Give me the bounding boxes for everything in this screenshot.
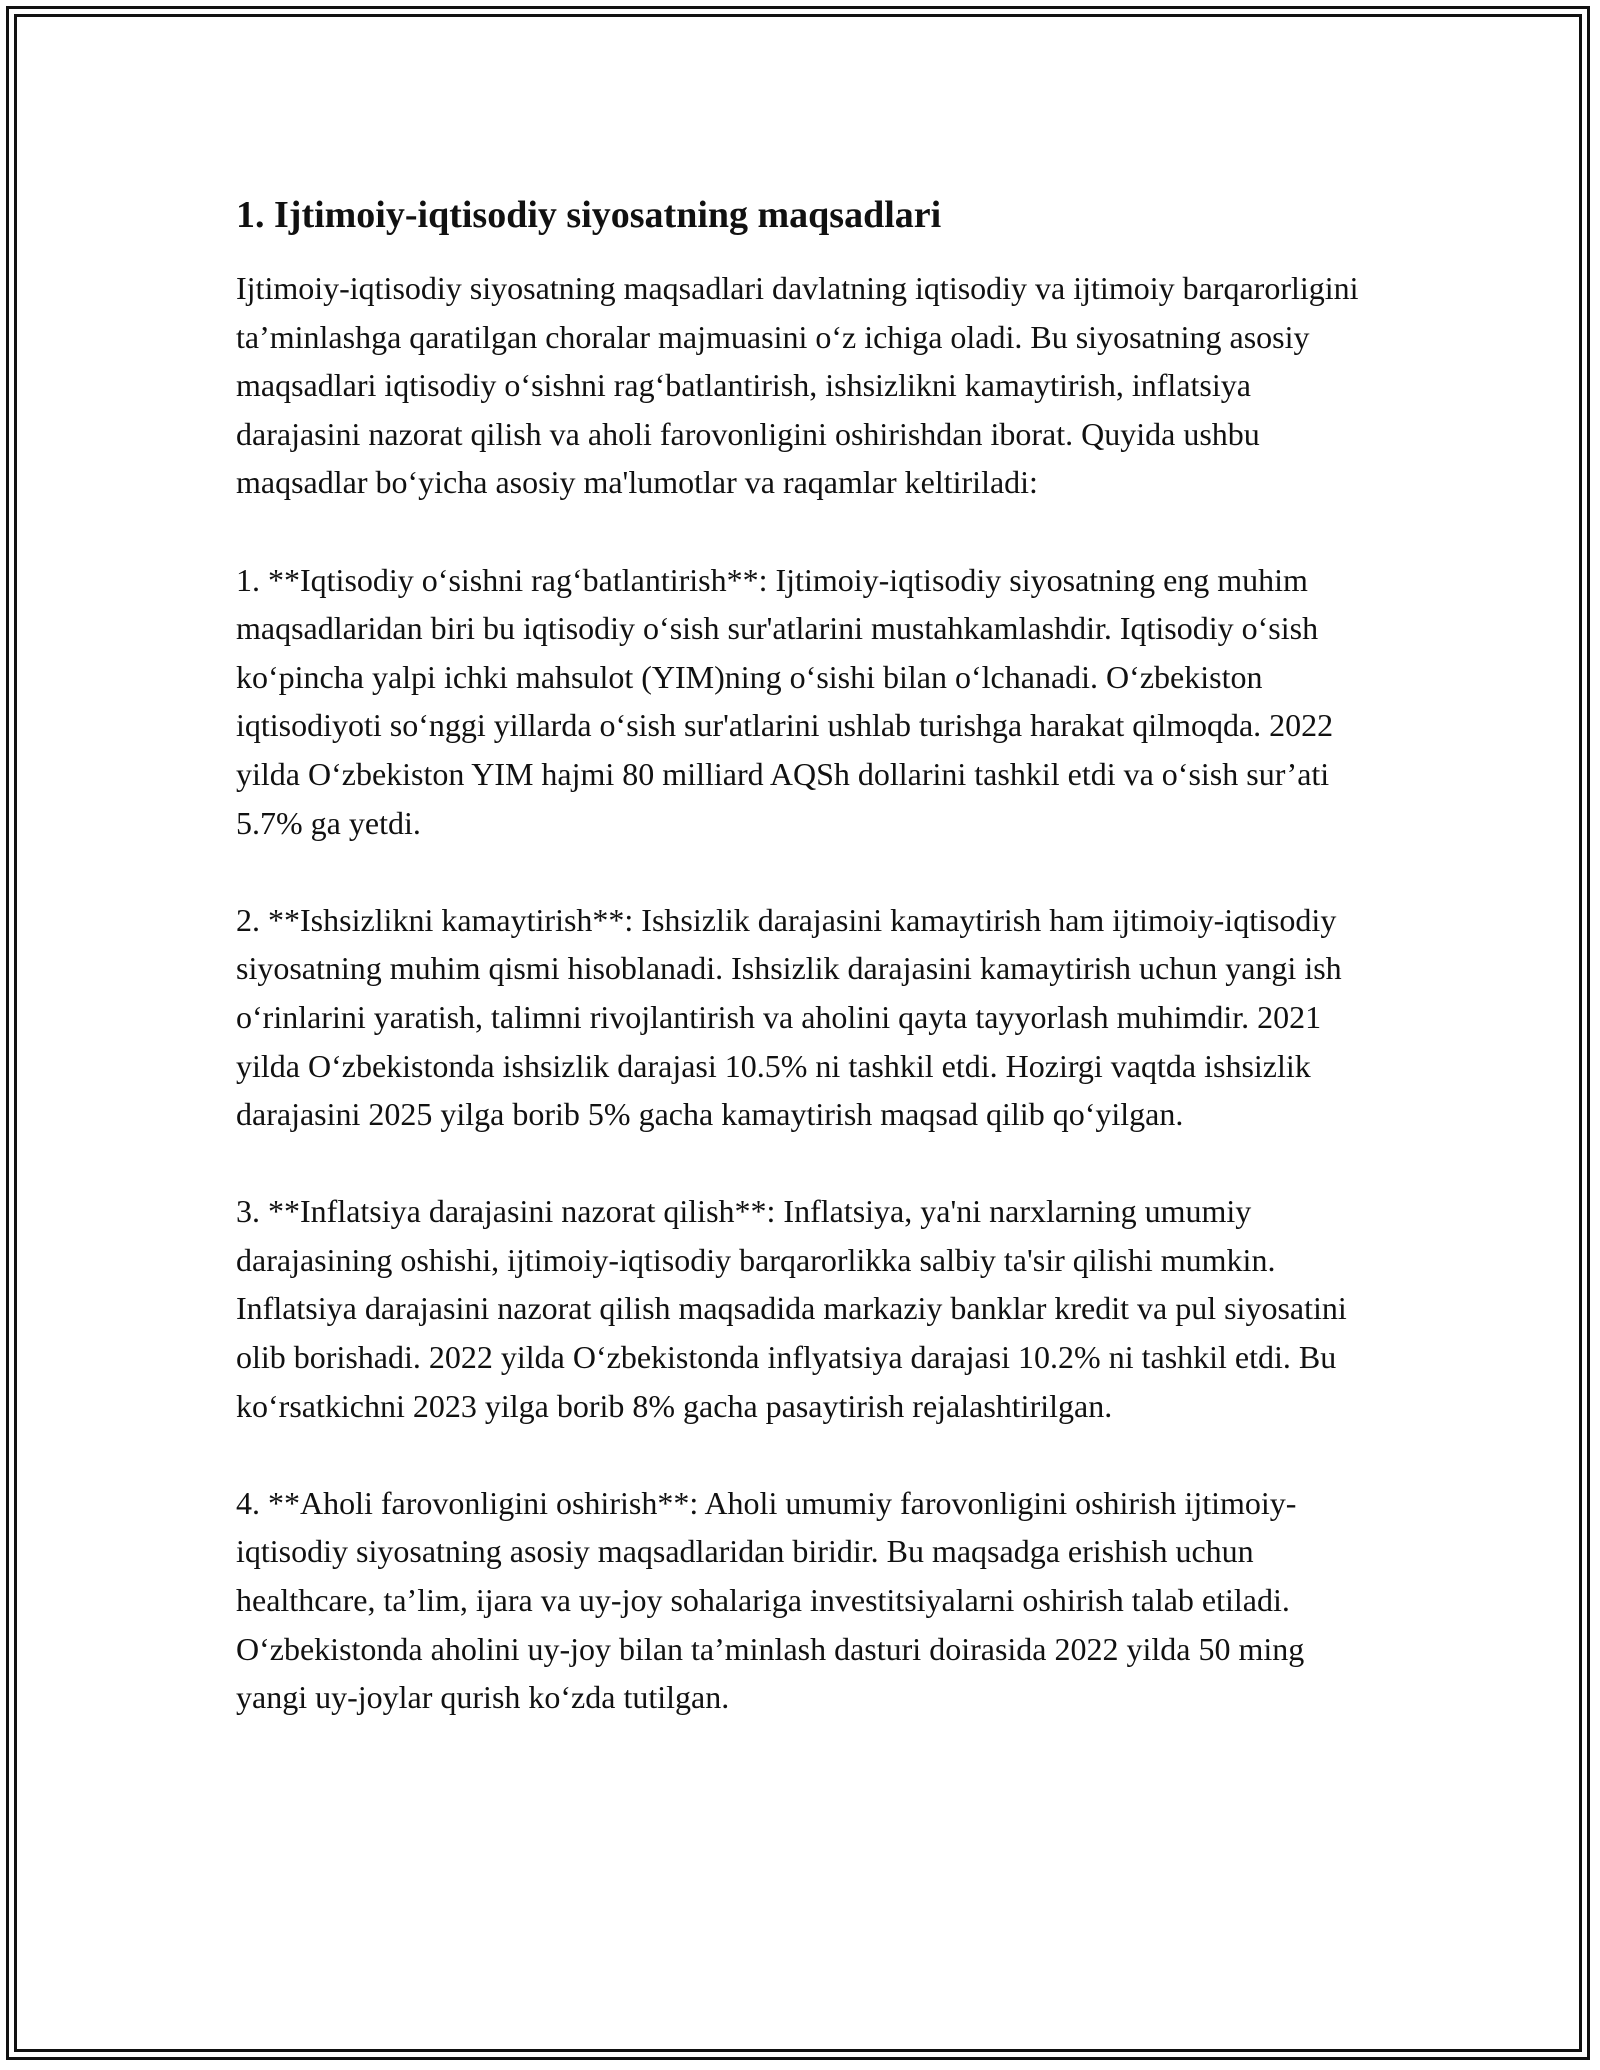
section-heading: 1. Ijtimoiy-iqtisodiy siyosatning maqsadlari	[236, 194, 942, 236]
paragraph-welfare: 4. **Aholi farovonligini oshirish**: Aholi umumiy farovonligini oshirish ijtimoiy-iqtisodiy siyosatning asosiy maqsadlaridan biridir. Bu maqsadga erishish uchun healthcare, ta’lim, ijara va uy-joy sohalariga investitsiyalarni oshirish talab etiladi. O‘zbekistonda aholini uy-joy bilan ta’minlash dasturi doirasida 2022 yilda 50 ming yangi uy-joylar qurish ko‘zda tutilgan.	[236, 1484, 1305, 1716]
intro-paragraph: Ijtimoiy-iqtisodiy siyosatning maqsadlari davlatning iqtisodiy va ijtimoiy barqarorligini ta’minlashga qaratilgan choralar majmuasini o‘z ichiga oladi. Bu siyosatning asosiy maqsadlari iqtisodiy o‘sishni rag‘batlantirish, ishsizlikni kamaytirish, inflatsiya darajasini nazorat qilish va aholi farovonligini oshirishdan iborat. Quyida ushbu maqsadlar bo‘yicha asosiy ma'lumotlar va raqamlar keltiriladi:	[236, 270, 1359, 501]
paragraph-inflation: 3. **Inflatsiya darajasini nazorat qilish**: Inflatsiya, ya'ni narxlarning umumiy darajasining oshishi, ijtimoiy-iqtisodiy barqarorlikka salbiy ta'sir qilishi mumkin. Inflatsiya darajasini nazorat qilish maqsadida markaziy banklar kredit va pul siyosatini olib borishadi. 2022 yilda O‘zbekistonda inflyatsiya darajasi 10.2% ni tashkil etdi. Bu ko‘rsatkichni 2023 yilga borib 8% gacha pasaytirish rejalashtirilgan.	[236, 1193, 1347, 1424]
document-body	[236, 190, 1376, 1722]
paragraph-unemployment: 2. **Ishsizlikni kamaytirish**: Ishsizlik darajasini kamaytirish ham ijtimoiy-iqtisodiy siyosatning muhim qismi hisoblanadi. Ishsizlik darajasini kamaytirish uchun yangi ish o‘rinlarini yaratish, talimni rivojlantirish va aholini qayta tayyorlash muhimdir. 2021 yilda O‘zbekistonda ishsizlik darajasi 10.5% ni tashkil etdi. Hozirgi vaqtda ishsizlik darajasini 2025 yilga borib 5% gacha kamaytirish maqsad qilib qo‘yilgan.	[236, 901, 1342, 1133]
paragraph-economic-growth: 1. **Iqtisodiy o‘sishni rag‘batlantirish**: Ijtimoiy-iqtisodiy siyosatning eng muhim maqsadlaridan biri bu iqtisodiy o‘sish sur'atlarini mustahkamlashdir. Iqtisodiy o‘sish ko‘pincha yalpi ichki mahsulot (YIM)ning o‘sishi bilan o‘lchanadi. O‘zbekiston iqtisodiyoti so‘nggi yillarda o‘sish sur'atlarini ushlab turishga harakat qilmoqda. 2022 yilda O‘zbekiston YIM hajmi 80 milliard AQSh dollarini tashkil etdi va o‘sish sur’ati 5.7% ga yetdi.	[236, 561, 1334, 841]
